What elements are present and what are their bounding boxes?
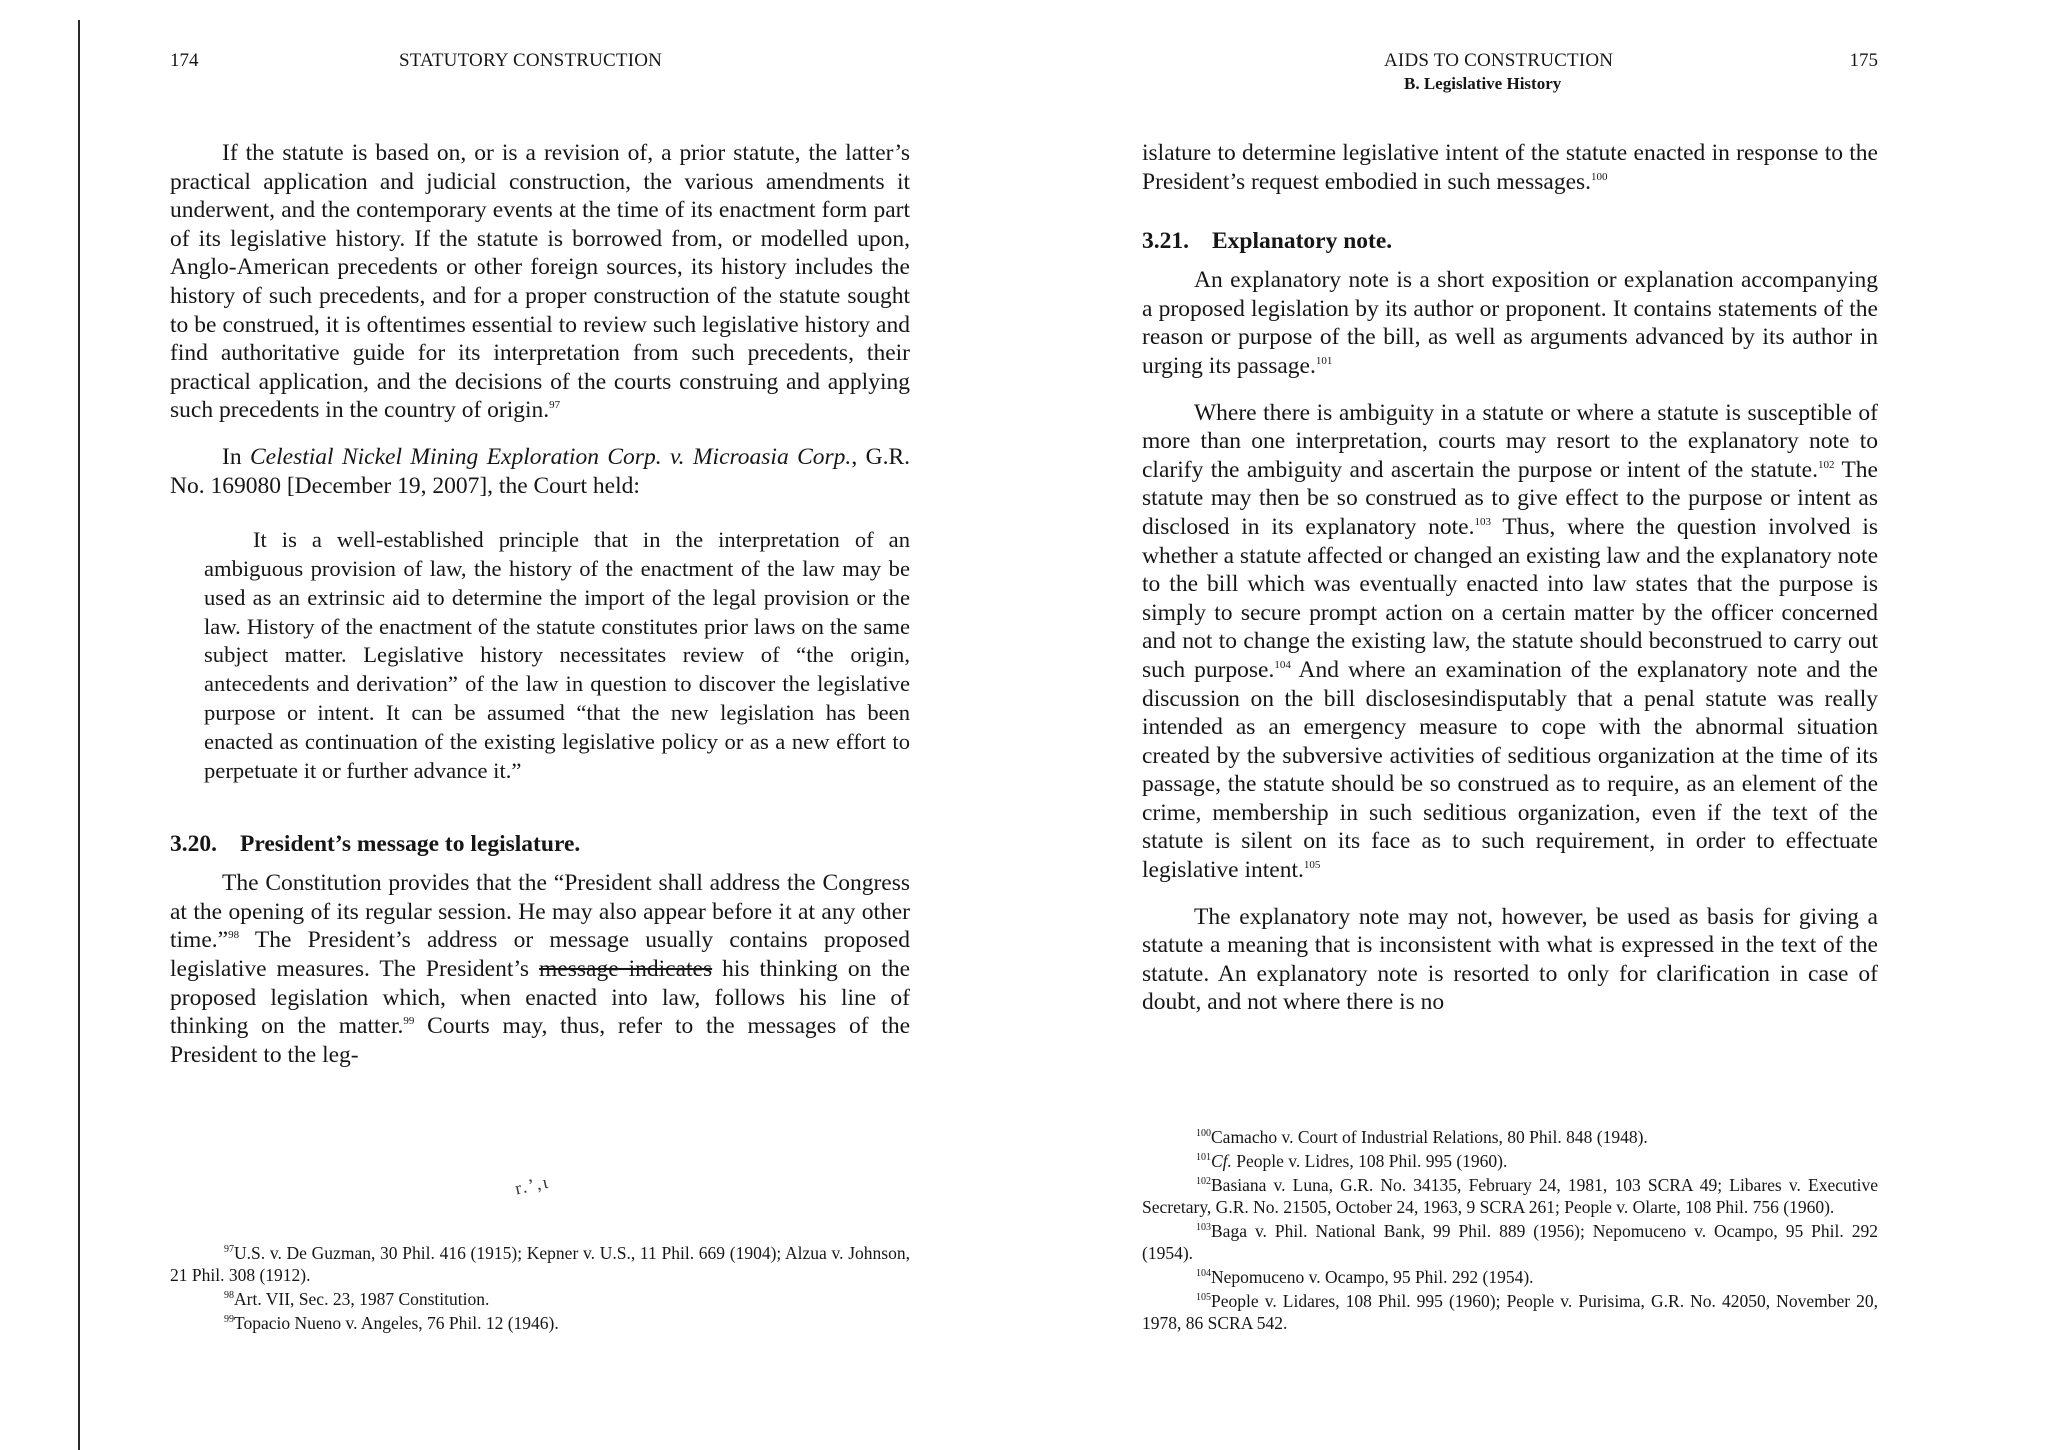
paragraph-explanatory-note: An explanatory note is a short exposition or explanation accompanying a proposed legislation by its author or proponent. It contains statements of the reason or purpose of the bill, as well as arguments advanced by its author in urging its passage.$^{101}$ xyxy=(1142,267,1878,379)
paragraph-legislative-history: If the statute is based on, or is a revision of, a prior statute, the latter’s practical application and judicial construction, the various amendments it underwent, and the contemporary events at the time of its enactment form part of its legislative history. If the statute is borrowed from, or modelled upon, Anglo-American precedents or other foreign sources, its history includes the history of such precedents, and for a proper construction of the statute sought to be construed, it is oftentimes essential to review such legislative history and find authoritative guide for its interpretation from such precedents, their practical application, and the decisions of the courts construing and applying such precedents in the country of origin.$^{97}$ xyxy=(170,140,910,424)
block-quote: It is a well-established principle that in the interpretation of an ambiguous provision of law, the history of the enactment of the law may be used as an extrinsic aid to determine the import of the legal provision or the law. History of the enactment of the statute constitutes prior laws on the same subject matter. Legislative history necessitates review of “the origin, antecedents and derivation” of the law in question to discover the legislative purpose or intent. It can be assumed “that the new legislation has been enacted as continuation of the existing legislative policy or as a new effort to perpetuate it or further advance it.” xyxy=(204,527,910,783)
book-spine-edge xyxy=(78,20,80,1450)
right-footnotes xyxy=(1142,1126,1878,1336)
stray-pen-mark: r.’,ι xyxy=(513,1171,552,1199)
footnote: $^{101}$Cf. People v. Lidres, 108 Phil. 995 (1960). xyxy=(1196,1151,1508,1171)
paragraph-presidents-message: The Constitution provides that the “President shall address the Congress at the opening of its regular session. He may also appear before it at any other time.”$^{98}$ The President’s address or message usually contains proposed legislative measures. The President’s message indicates his thinking on the proposed legislation which, when enacted into law, follows his line of thinking on the matter.$^{99}$ Courts may, thus, refer to the messages of the President to the leg- xyxy=(170,870,910,1068)
footnote: $^{102}$Basiana v. Luna, G.R. No. 34135, February 24, 1981, 103 SCRA 49; Libares v. Executive Secretary, G.R. No. 21505, October 24, 1963, 9 SCRA 261; People v. Olarte, 108 Phil. 756 (1960). xyxy=(1142,1175,1878,1217)
right-running-head: AIDS TO CONSTRUCTION xyxy=(1384,50,1614,71)
footnote-ref: 98 xyxy=(228,929,240,942)
paragraph-limitation: The explanatory note may not, however, be used as basis for giving a statute a meaning that is inconsistent with what is expressed in the text of the statute. An explanatory note is resorted to only for clarification in case of doubt, and not where there is no xyxy=(1142,903,1878,1016)
left-page-body xyxy=(170,139,910,1069)
right-page xyxy=(1142,0,1878,1447)
section-heading-3-20: 3.20. President’s message to legislature. xyxy=(170,831,581,858)
left-running-head: STATUTORY CONSTRUCTION xyxy=(399,50,663,71)
footnote-ref: 102 xyxy=(1817,458,1835,471)
footnote-ref: 100 xyxy=(1591,170,1608,183)
struck-text: message indicates xyxy=(539,956,713,983)
footnote-ref: 101 xyxy=(1315,354,1333,367)
section-heading-3-21: 3.21. Explanatory note. xyxy=(1142,228,1393,255)
footnote: $^{99}$Topacio Nueno v. Angeles, 76 Phil. 12 (1946). xyxy=(224,1313,559,1333)
footnote-ref: 99 xyxy=(403,1015,415,1028)
case-name: Celestial Nickel Mining Exploration Corp. v. Microasia Corp. xyxy=(250,443,852,470)
right-page-number: 175 xyxy=(1849,50,1878,71)
left-page xyxy=(170,0,910,1447)
paragraph-continued: islature to determine legislative intent of the statute enacted in response to the President’s request embodied in such messages.$^{100}$ xyxy=(1142,140,1878,195)
right-page-header xyxy=(1142,50,1878,100)
footnote-ref: 103 xyxy=(1474,515,1491,528)
footnote-ref: 104 xyxy=(1274,658,1291,671)
footnote-ref: 105 xyxy=(1303,859,1321,872)
paragraph-celestial-case: In Celestial Nickel Mining Exploration Corp. v. Microasia Corp., G.R. No. 169080 [December 19, 2007], the Court held: xyxy=(170,443,910,499)
footnote: $^{100}$Camacho v. Court of Industrial Relations, 80 Phil. 848 (1948). xyxy=(1196,1127,1648,1147)
footnote: $^{97}$U.S. v. De Guzman, 30 Phil. 416 (1915); Kepner v. U.S., 11 Phil. 669 (1904); Alzua v. Johnson, 21 Phil. 308 (1912). xyxy=(170,1243,910,1285)
footnote: $^{105}$People v. Lidares, 108 Phil. 995 (1960); People v. Purisima, G.R. No. 42050, November 20, 1978, 86 SCRA 542. xyxy=(1142,1291,1878,1333)
footnote: $^{103}$Baga v. Phil. National Bank, 99 Phil. 889 (1956); Nepomuceno v. Ocampo, 95 Phil. 292 (1954). xyxy=(1142,1221,1878,1263)
left-page-header xyxy=(170,50,910,100)
footnote: $^{98}$Art. VII, Sec. 23, 1987 Constitution. xyxy=(224,1289,490,1309)
right-sub-head: B. Legislative History xyxy=(1404,74,1562,93)
left-footnotes xyxy=(170,1242,910,1336)
right-page-body xyxy=(1142,139,1878,1017)
footnote: $^{104}$Nepomuceno v. Ocampo, 95 Phil. 292 (1954). xyxy=(1196,1267,1534,1287)
paragraph-ambiguity: Where there is ambiguity in a statute or where a statute is susceptible of more than one interpretation, courts may resort to the explanatory note to clarify the ambiguity and ascertain the purpose or intent of the statute.$^{102}$ The statute may then be so construed as to give effect to the purpose or intent as disclosed in its explanatory note.$^{103}$ Thus, where the question involved is whether a statute affected or changed an existing law and the explanatory note to the bill which was eventually enacted into law states that the purpose is simply to secure prompt action on a certain matter by the officer concerned and not to change the existing law, the statute should beconstrued to carry out such purpose.$^{104}$ And where an examination of the explanatory note and the discussion on the bill disclosesindisputably that a penal statute was really intended as an emergency measure to cope with the abnormal situation created by the subversive activities of seditious organization at the time of its passage, the statute should be so construed as to require, as an element of the crime, membership in such seditious organization, even if the text of the statute is silent on its face as to such requirement, in order to effectuate legislative intent.$^{105}$ xyxy=(1142,399,1879,884)
footnote-ref: 97 xyxy=(549,399,561,412)
left-page-number: 174 xyxy=(170,50,199,71)
